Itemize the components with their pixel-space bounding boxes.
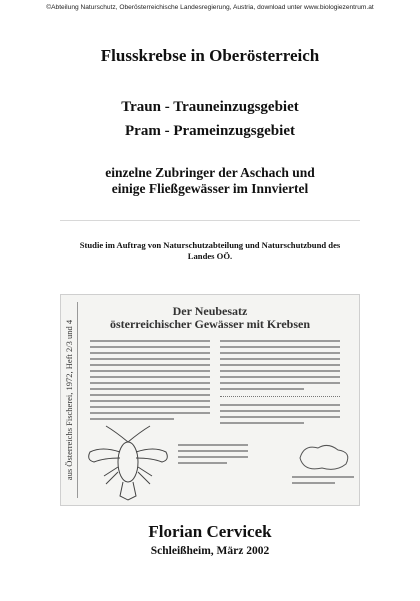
copyright-notice: ©Abteilung Naturschutz, Oberösterreichische Landesregierung, Austria, download unter www.biologiezentrum.at [46,4,374,11]
clipping-map-caption [292,476,354,488]
author-name: Florian Cervicek [148,522,272,541]
study-note-line-2: Landes OÖ. [187,251,233,261]
newspaper-clipping-image [60,294,360,506]
divider [60,220,360,221]
subheading-line-1: einzelne Zubringer der Aschach und [105,165,315,180]
clipping-caption-box [178,444,248,468]
clipping-headline-2: österreichischer Gewässer mit Krebsen [109,317,311,331]
subheading-line-2: einige Fließgewässer im Innviertel [111,181,309,196]
clipping-map-sketch [294,440,354,474]
heading-traun: Traun - Trauneinzugsgebiet [121,99,299,115]
crayfish-drawing [80,422,175,502]
clipping-side-text: aus Österreichs Fischerei, 1972, Heft 2/3 und 4 [64,319,74,481]
place-date: Schleißheim, März 2002 [150,545,270,557]
clipping-headline-1: Der Neubesatz [172,304,248,318]
page-title: Flusskrebse in Oberösterreich [100,46,320,65]
clipping-text-column-right [220,340,340,428]
clipping-text-column-left [90,340,210,424]
heading-pram: Pram - Prameinzugsgebiet [125,123,295,139]
study-note-line-1: Studie im Auftrag von Naturschutzabteilung und Naturschutzbund des [79,240,341,250]
